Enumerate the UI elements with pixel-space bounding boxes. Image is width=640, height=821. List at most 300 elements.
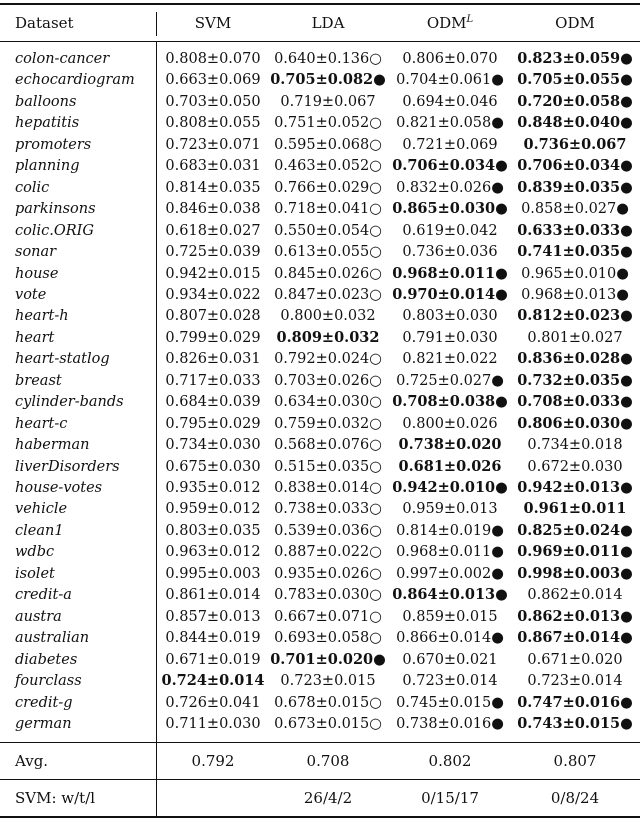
significance-better-marker: ● (620, 115, 633, 132)
table-cell (517, 349, 633, 369)
table-cell (527, 457, 622, 477)
cell-value: 0.701±0.020 (270, 650, 374, 668)
dataset-name: colic.ORIG (15, 222, 94, 239)
table-cell (280, 306, 375, 326)
cell-value: 0.683±0.031 (165, 158, 261, 175)
dataset-name: haberman (15, 437, 90, 454)
cell-value: 0.959±0.012 (165, 501, 261, 518)
significance-worse-marker: ○ (369, 394, 382, 411)
table-cell (399, 435, 502, 455)
dataset-name: balloons (15, 93, 77, 110)
significance-better-marker: ● (620, 244, 633, 261)
table-cell (280, 671, 375, 691)
cell-value: 0.942±0.013 (517, 479, 621, 496)
table-cell (165, 156, 260, 176)
table-cell (165, 435, 260, 455)
significance-better-marker: ● (491, 372, 504, 389)
cell-value: 0.821±0.022 (402, 351, 498, 368)
cell-value: 0.708±0.038 (392, 393, 496, 411)
table-cell (274, 628, 382, 648)
cell-value: 0.800±0.032 (280, 308, 376, 325)
table-cell (274, 714, 382, 734)
table-cell (165, 693, 260, 713)
cell-value: 0.791±0.030 (402, 329, 498, 346)
dataset-name: heart-h (15, 308, 69, 325)
cell-value: 0.678±0.015 (274, 694, 370, 711)
table-cell (396, 178, 504, 198)
cell-value: 0.618±0.027 (165, 222, 261, 239)
cell-value: 0.705±0.055 (517, 71, 621, 89)
body-separator (156, 42, 157, 742)
dataset-name: parkinsons (15, 201, 96, 218)
table-cell (162, 671, 265, 691)
cell-value: 0.801±0.027 (527, 329, 623, 346)
cell-value: 0.705±0.082 (270, 71, 374, 89)
significance-better-marker: ● (620, 415, 633, 432)
significance-worse-marker: ○ (369, 608, 382, 625)
cell-value: 0.836±0.028 (517, 350, 621, 368)
significance-worse-marker: ○ (369, 158, 382, 175)
avg-value: 0.708 (306, 752, 350, 770)
table-cell (402, 414, 497, 434)
cell-value: 0.743±0.015 (517, 714, 621, 732)
dataset-name: planning (15, 158, 80, 175)
significance-worse-marker: ○ (369, 415, 382, 432)
cell-value: 0.751±0.052 (274, 115, 370, 132)
table-cell (517, 156, 633, 176)
table-cell (165, 242, 260, 262)
avg-value: 0.807 (553, 752, 597, 770)
table-cell (274, 499, 382, 519)
dataset-name: vehicle (15, 501, 68, 518)
cell-value: 0.961±0.011 (523, 500, 627, 518)
table-cell (517, 242, 633, 262)
cell-value: 0.681±0.026 (398, 457, 502, 475)
significance-better-marker: ● (495, 394, 508, 411)
cell-value: 0.838±0.014 (274, 480, 370, 496)
table-cell (402, 607, 497, 627)
cell-value: 0.861±0.014 (165, 587, 261, 604)
table-cell (270, 650, 386, 670)
cell-value: 0.968±0.011 (396, 544, 492, 561)
table-cell (274, 414, 382, 434)
table-cell (165, 585, 260, 605)
dataset-name: german (15, 715, 72, 732)
significance-better-marker: ● (491, 179, 504, 196)
cell-value: 0.718±0.041 (274, 201, 370, 218)
table-cell (517, 221, 633, 241)
top-rule (0, 3, 640, 5)
table-cell (165, 285, 260, 305)
table-cell (274, 457, 382, 477)
cell-value: 0.703±0.026 (274, 372, 370, 389)
table-cell (402, 349, 497, 369)
table-cell (165, 349, 260, 369)
header-separator (156, 12, 157, 36)
significance-worse-marker: ○ (369, 522, 382, 539)
significance-worse-marker: ○ (369, 565, 382, 582)
column-header-1 (312, 13, 345, 33)
cell-value: 0.673±0.015 (274, 715, 370, 732)
cell-value: 0.800±0.026 (402, 415, 498, 432)
cell-value: 0.725±0.039 (165, 244, 261, 261)
cell-value: 0.858±0.027 (521, 201, 617, 218)
cell-value: 0.634±0.030 (274, 394, 370, 411)
cell-value: 0.995±0.003 (165, 565, 261, 582)
table-cell (274, 242, 382, 262)
cell-value: 0.866±0.014 (396, 630, 492, 647)
table-cell (396, 371, 504, 391)
table-cell (274, 178, 382, 198)
cell-value: 0.963±0.012 (165, 544, 261, 561)
significance-worse-marker: ○ (369, 437, 382, 454)
dataset-name: vote (15, 286, 47, 303)
significance-better-marker: ● (616, 201, 629, 218)
table-cell (402, 92, 497, 112)
cell-value: 0.942±0.010 (392, 479, 496, 496)
significance-worse-marker: ○ (369, 179, 382, 196)
table-cell (392, 199, 508, 219)
table-cell (274, 349, 382, 369)
significance-worse-marker: ○ (369, 480, 382, 496)
table-cell (392, 264, 508, 284)
wtl-value: 0/8/24 (550, 789, 600, 807)
table-cell (277, 328, 380, 348)
cell-value: 0.633±0.033 (517, 221, 621, 239)
significance-better-marker: ● (373, 651, 386, 668)
dataset-name: diabetes (15, 651, 78, 668)
dataset-name: heart-c (15, 415, 68, 432)
table-cell (517, 178, 633, 198)
table-cell (396, 628, 504, 648)
table-cell (274, 156, 382, 176)
dataset-name: fourclass (15, 673, 82, 690)
cell-value: 0.867±0.014 (517, 629, 621, 647)
cell-value: 0.766±0.029 (274, 179, 370, 196)
table-cell (517, 70, 633, 90)
cell-value: 0.847±0.023 (274, 286, 370, 303)
table-cell (274, 135, 382, 155)
column-header-name: LDA (311, 14, 345, 32)
significance-better-marker: ● (620, 715, 633, 732)
cell-value: 0.694±0.046 (402, 93, 498, 110)
cell-value: 0.965±0.010 (521, 265, 617, 282)
cell-value: 0.708±0.033 (517, 393, 621, 411)
dataset-name: sonar (15, 244, 57, 261)
cell-value: 0.832±0.026 (396, 179, 492, 196)
cell-value: 0.738±0.016 (396, 715, 492, 732)
table-cell (274, 264, 382, 284)
column-header-0 (195, 13, 231, 33)
table-cell (274, 221, 382, 241)
significance-better-marker: ● (491, 522, 504, 539)
cell-value: 0.759±0.032 (274, 415, 370, 432)
dataset-name: colon-cancer (15, 51, 110, 67)
significance-better-marker: ● (620, 93, 633, 110)
table-cell (165, 92, 260, 112)
table-cell (165, 564, 260, 584)
cell-value: 0.814±0.035 (165, 179, 261, 196)
table-cell (527, 671, 622, 691)
significance-worse-marker: ○ (369, 136, 382, 153)
significance-better-marker: ● (620, 72, 633, 89)
cell-value: 0.942±0.015 (165, 265, 261, 282)
cell-value: 0.640±0.136 (274, 51, 370, 67)
table-cell (521, 285, 629, 305)
cell-value: 0.550±0.054 (274, 222, 370, 239)
significance-better-marker: ● (620, 630, 633, 647)
table-cell (165, 714, 260, 734)
table-cell (165, 135, 260, 155)
table-cell (274, 607, 382, 627)
cell-value: 0.935±0.026 (274, 565, 370, 582)
table-cell (402, 328, 497, 348)
dataset-name: austra (15, 608, 62, 625)
cell-value: 0.723±0.014 (527, 673, 623, 690)
cell-value: 0.671±0.020 (527, 651, 623, 668)
cell-value: 0.823±0.059 (517, 50, 621, 67)
cell-value: 0.663±0.069 (165, 72, 261, 89)
dataset-name: clean1 (15, 522, 64, 539)
cell-value: 0.704±0.061 (396, 72, 492, 89)
cell-value: 0.959±0.013 (402, 501, 498, 518)
dataset-name: cylinder-bands (15, 394, 124, 411)
table-cell (165, 264, 260, 284)
table-cell (396, 542, 504, 562)
table-cell (392, 285, 508, 305)
cell-value: 0.864±0.013 (392, 586, 496, 604)
table-cell (521, 199, 629, 219)
dataset-name: colic (15, 179, 50, 196)
table-cell (165, 628, 260, 648)
table-cell (165, 178, 260, 198)
cell-value: 0.862±0.014 (527, 587, 623, 604)
table-cell (165, 414, 260, 434)
cell-value: 0.724±0.014 (161, 672, 265, 690)
table-cell (392, 585, 508, 605)
table-cell (165, 499, 260, 519)
dataset-name: breast (15, 372, 62, 389)
cell-value: 0.736±0.067 (523, 135, 627, 153)
avg-end-rule (0, 779, 640, 780)
cell-value: 0.826±0.031 (165, 351, 261, 368)
cell-value: 0.732±0.035 (517, 371, 621, 389)
dataset-name: house-votes (15, 480, 103, 496)
header-rule (0, 41, 640, 42)
dataset-name: australian (15, 630, 90, 647)
table-cell (524, 499, 627, 519)
table-cell (274, 585, 382, 605)
cell-value: 0.968±0.013 (521, 286, 617, 303)
cell-value: 0.935±0.012 (165, 480, 261, 496)
cell-value: 0.515±0.035 (274, 458, 370, 475)
cell-value: 0.862±0.013 (517, 607, 621, 625)
table-cell (402, 135, 497, 155)
significance-better-marker: ● (620, 158, 633, 175)
dataset-name: heart-statlog (15, 351, 110, 368)
column-header-2 (427, 13, 473, 33)
dataset-name: credit-g (15, 694, 73, 711)
table-cell (517, 714, 633, 734)
significance-better-marker: ● (620, 308, 633, 325)
table-cell (527, 328, 622, 348)
table-cell (274, 371, 382, 391)
cell-value: 0.747±0.016 (517, 693, 621, 711)
cell-value: 0.670±0.021 (402, 651, 498, 668)
table-cell (402, 306, 497, 326)
column-header-superscript: L (466, 14, 474, 25)
wtl-value: 0/15/17 (421, 789, 479, 807)
significance-better-marker: ● (491, 694, 504, 711)
table-cell (165, 457, 260, 477)
significance-worse-marker: ○ (369, 51, 382, 67)
significance-better-marker: ● (616, 286, 629, 303)
significance-worse-marker: ○ (369, 587, 382, 604)
cell-value: 0.783±0.030 (274, 587, 370, 604)
table-cell (274, 478, 382, 498)
table-cell (392, 478, 508, 498)
significance-better-marker: ● (495, 480, 508, 496)
cell-value: 0.821±0.058 (396, 115, 492, 132)
cell-value: 0.671±0.019 (165, 651, 261, 668)
significance-worse-marker: ○ (369, 201, 382, 218)
significance-better-marker: ● (491, 565, 504, 582)
cell-value: 0.814±0.019 (396, 522, 492, 539)
bottom-rule (0, 816, 640, 818)
cell-value: 0.968±0.011 (392, 264, 496, 282)
table-cell (274, 564, 382, 584)
significance-better-marker: ● (620, 222, 633, 239)
table-cell (274, 542, 382, 562)
cell-value: 0.809±0.032 (276, 328, 380, 346)
table-cell (396, 521, 504, 541)
cell-value: 0.734±0.018 (527, 437, 623, 454)
cell-value: 0.865±0.030 (392, 200, 496, 218)
dataset-name: wdbc (15, 544, 55, 561)
table-cell (396, 693, 504, 713)
significance-worse-marker: ○ (369, 630, 382, 647)
wtl-separator (156, 780, 157, 816)
table-cell (521, 264, 629, 284)
cell-value: 0.726±0.041 (165, 694, 261, 711)
table-cell (527, 650, 622, 670)
table-cell (399, 457, 502, 477)
significance-worse-marker: ○ (369, 458, 382, 475)
table-cell (517, 113, 633, 133)
table-cell (165, 49, 260, 69)
table-cell (517, 414, 633, 434)
table-cell (274, 521, 382, 541)
cell-value: 0.613±0.055 (274, 244, 370, 261)
cell-value: 0.717±0.033 (165, 372, 261, 389)
table-cell (165, 113, 260, 133)
cell-value: 0.806±0.030 (517, 414, 621, 432)
table-cell (165, 221, 260, 241)
significance-better-marker: ● (616, 265, 629, 282)
table-cell (165, 371, 260, 391)
cell-value: 0.848±0.040 (517, 114, 621, 132)
cell-value: 0.723±0.015 (280, 673, 376, 690)
table-cell (274, 285, 382, 305)
avg-row-label: Avg. (15, 752, 49, 770)
table-cell (396, 564, 504, 584)
dataset-name: echocardiogram (15, 72, 135, 89)
cell-value: 0.806±0.070 (402, 51, 498, 67)
significance-better-marker: ● (620, 565, 633, 582)
table-cell (165, 478, 260, 498)
table-cell (165, 650, 260, 670)
table-cell (396, 70, 504, 90)
table-cell (396, 714, 504, 734)
table-cell (274, 113, 382, 133)
table-cell (402, 242, 497, 262)
cell-value: 0.803±0.030 (402, 308, 498, 325)
table-cell (280, 92, 375, 112)
table-cell (274, 392, 382, 412)
table-cell (517, 49, 633, 69)
avg-value: 0.792 (191, 752, 235, 770)
column-header-name: SVM (194, 14, 232, 32)
significance-worse-marker: ○ (369, 286, 382, 303)
table-cell (402, 671, 497, 691)
cell-value: 0.845±0.026 (274, 265, 370, 282)
column-header-3 (555, 13, 595, 33)
table-cell (392, 392, 508, 412)
significance-better-marker: ● (620, 351, 633, 368)
table-cell (517, 306, 633, 326)
table-cell (402, 221, 497, 241)
cell-value: 0.812±0.023 (517, 307, 621, 325)
significance-better-marker: ● (491, 115, 504, 132)
cell-value: 0.595±0.068 (274, 136, 370, 153)
significance-worse-marker: ○ (369, 372, 382, 389)
table-cell (392, 156, 508, 176)
significance-better-marker: ● (373, 72, 386, 89)
significance-better-marker: ● (620, 179, 633, 196)
table-cell (274, 49, 382, 69)
table-cell (517, 607, 633, 627)
significance-better-marker: ● (491, 630, 504, 647)
significance-better-marker: ● (495, 587, 508, 604)
cell-value: 0.719±0.067 (280, 93, 376, 110)
table-cell (165, 607, 260, 627)
cell-value: 0.721±0.069 (402, 136, 498, 153)
cell-value: 0.568±0.076 (274, 437, 370, 454)
cell-value: 0.723±0.014 (402, 673, 498, 690)
significance-worse-marker: ○ (369, 222, 382, 239)
table-cell (517, 693, 633, 713)
cell-value: 0.803±0.035 (165, 522, 261, 539)
cell-value: 0.887±0.022 (274, 544, 370, 561)
table-cell (396, 113, 504, 133)
table-cell (165, 328, 260, 348)
cell-value: 0.675±0.030 (165, 458, 261, 475)
table-cell (517, 92, 633, 112)
cell-value: 0.667±0.071 (274, 608, 370, 625)
cell-value: 0.825±0.024 (517, 521, 621, 539)
significance-better-marker: ● (620, 394, 633, 411)
wtl-value: 26/4/2 (303, 789, 353, 807)
dataset-name: credit-a (15, 587, 72, 604)
body-end-rule (0, 742, 640, 743)
significance-better-marker: ● (495, 158, 508, 175)
column-header-name: ODM (426, 14, 467, 32)
significance-better-marker: ● (495, 286, 508, 303)
avg-separator (156, 743, 157, 779)
table-cell (517, 628, 633, 648)
cell-value: 0.799±0.029 (165, 329, 261, 346)
column-header-name: ODM (555, 14, 595, 32)
